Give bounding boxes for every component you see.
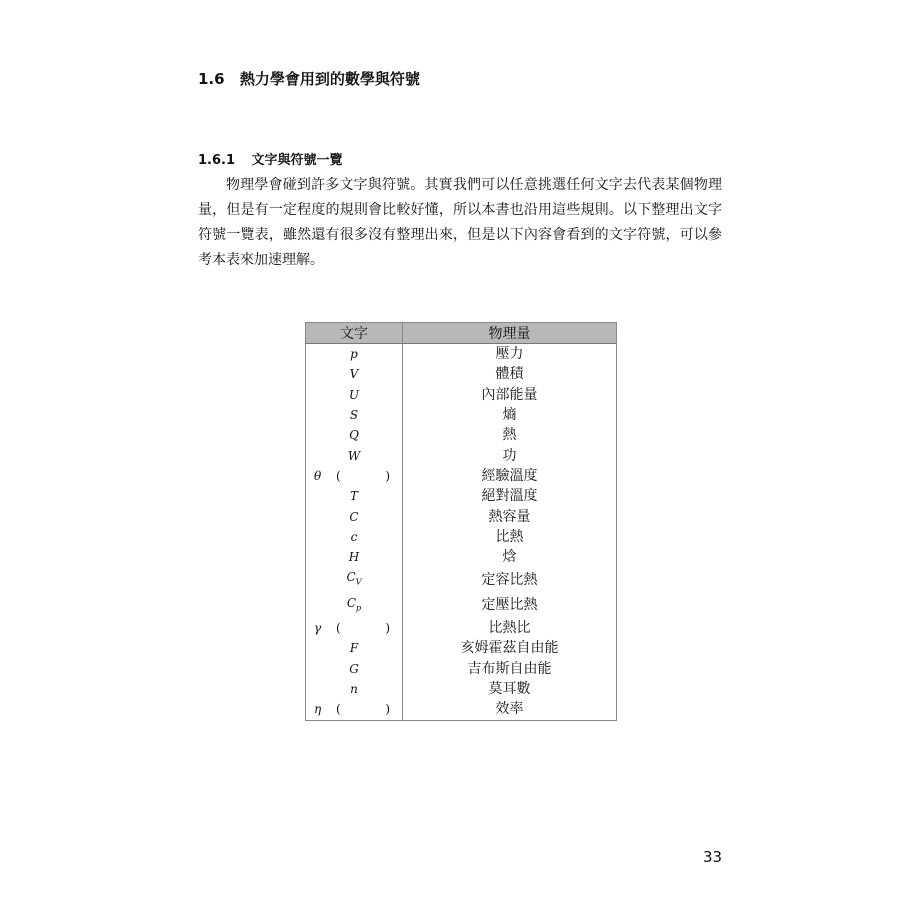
subsection-title: 文字與符號一覽 — [251, 153, 343, 168]
table-row — [306, 486, 617, 506]
section-heading — [198, 68, 420, 89]
symbol-cell — [306, 679, 403, 699]
symbol-glyph: θ — [314, 468, 322, 483]
symbol-cell — [306, 527, 403, 547]
symbol-glyph: C — [346, 570, 356, 585]
table-row — [306, 618, 617, 638]
column-header-symbol: 文字 — [306, 323, 403, 344]
symbol-cell — [306, 364, 403, 384]
symbol-glyph: S — [349, 408, 359, 423]
symbol-glyph: F — [349, 641, 359, 656]
symbol-cell — [306, 466, 403, 486]
close-paren: ) — [385, 702, 390, 717]
quantity-cell: 效率 — [495, 701, 524, 718]
symbol-cell — [306, 486, 403, 506]
table-row — [306, 385, 617, 405]
symbol-cell — [306, 445, 403, 465]
table-row — [306, 638, 617, 658]
table-row — [306, 659, 617, 679]
symbol-cell — [306, 567, 403, 592]
table-row — [306, 679, 617, 699]
section-number: 1.6 — [198, 70, 225, 88]
symbol-cell — [306, 425, 403, 445]
symbol-cell — [306, 506, 403, 526]
quantity-cell: 熱 — [502, 427, 517, 444]
quantity-cell: 內部能量 — [481, 386, 538, 403]
close-paren: ) — [385, 621, 390, 636]
quantity-cell: 比熱 — [495, 528, 524, 545]
table-row — [306, 547, 617, 567]
quantity-cell: 定壓比熱 — [481, 597, 538, 614]
table-row — [306, 506, 617, 526]
quantity-cell: 熱容量 — [488, 508, 531, 525]
symbol-cell — [306, 344, 403, 365]
symbol-glyph: η — [314, 702, 322, 717]
page-number: 33 — [703, 848, 723, 866]
table-row — [306, 445, 617, 465]
symbol-cell — [306, 638, 403, 658]
quantity-cell: 熵 — [502, 407, 517, 424]
symbol-glyph: T — [349, 489, 358, 504]
section-title: 熱力學會用到的數學與符號 — [239, 70, 420, 88]
close-paren: ) — [385, 468, 390, 483]
quantity-cell: 比熱比 — [488, 620, 531, 637]
symbol-glyph: c — [350, 529, 358, 544]
open-paren: ( — [336, 621, 341, 636]
table-row — [306, 527, 617, 547]
symbol-glyph: C — [349, 509, 359, 524]
symbol-table — [305, 322, 617, 721]
quantity-cell: 亥姆霍茲自由能 — [460, 640, 559, 657]
table-row — [306, 364, 617, 384]
symbol-glyph: G — [349, 661, 359, 676]
symbol-cell — [306, 385, 403, 405]
symbol-cell — [306, 547, 403, 567]
table-row — [306, 567, 617, 592]
table-row — [306, 466, 617, 486]
symbol-cell — [306, 699, 403, 720]
symbol-glyph: γ — [314, 621, 322, 636]
table-header-row — [306, 323, 617, 344]
quantity-cell: 莫耳數 — [488, 681, 531, 698]
quantity-cell: 焓 — [502, 549, 517, 566]
symbol-glyph: W — [347, 448, 361, 463]
quantity-cell: 絕對溫度 — [481, 488, 538, 505]
symbol-cell — [306, 659, 403, 679]
quantity-cell: 功 — [502, 447, 517, 464]
column-header-quantity: 物理量 — [403, 323, 617, 344]
symbol-subscript: p — [356, 603, 362, 613]
symbol-glyph: V — [349, 367, 359, 382]
subsection-number: 1.6.1 — [198, 153, 236, 168]
intro-paragraph: 物理學會碰到許多文字與符號。其實我們可以任意挑選任何文字去代表某個物理量，但是有一定程度的規則會比較好懂，所以本書也沿用這些規則。以下整理出文字符號一覽表，雖然還有很多沒有整理出來，但是以下內容會看到的文字符號，可以參考本表來加速理解。 — [198, 177, 722, 268]
table-row — [306, 344, 617, 365]
symbol-glyph: Q — [349, 428, 359, 443]
symbol-cell — [306, 593, 403, 618]
subsection-heading — [198, 149, 343, 168]
symbol-cell — [306, 618, 403, 638]
open-paren: ( — [336, 702, 341, 717]
symbol-glyph: n — [350, 682, 358, 697]
body-text — [198, 173, 722, 273]
quantity-cell: 體積 — [495, 366, 524, 383]
quantity-cell: 經驗溫度 — [481, 467, 538, 484]
table-row — [306, 405, 617, 425]
table-body — [306, 344, 617, 721]
symbol-glyph: p — [350, 347, 358, 362]
quantity-cell: 定容比熱 — [481, 571, 538, 588]
symbol-glyph: H — [348, 550, 360, 565]
symbol-subscript: V — [355, 577, 362, 587]
symbol-cell — [306, 405, 403, 425]
table-row — [306, 425, 617, 445]
quantity-cell: 吉布斯自由能 — [467, 660, 552, 677]
table-row — [306, 593, 617, 618]
symbol-glyph: C — [346, 595, 357, 610]
table-row — [306, 699, 617, 720]
quantity-cell: 壓力 — [495, 346, 524, 363]
open-paren: ( — [336, 468, 341, 483]
symbol-glyph: U — [348, 387, 360, 402]
